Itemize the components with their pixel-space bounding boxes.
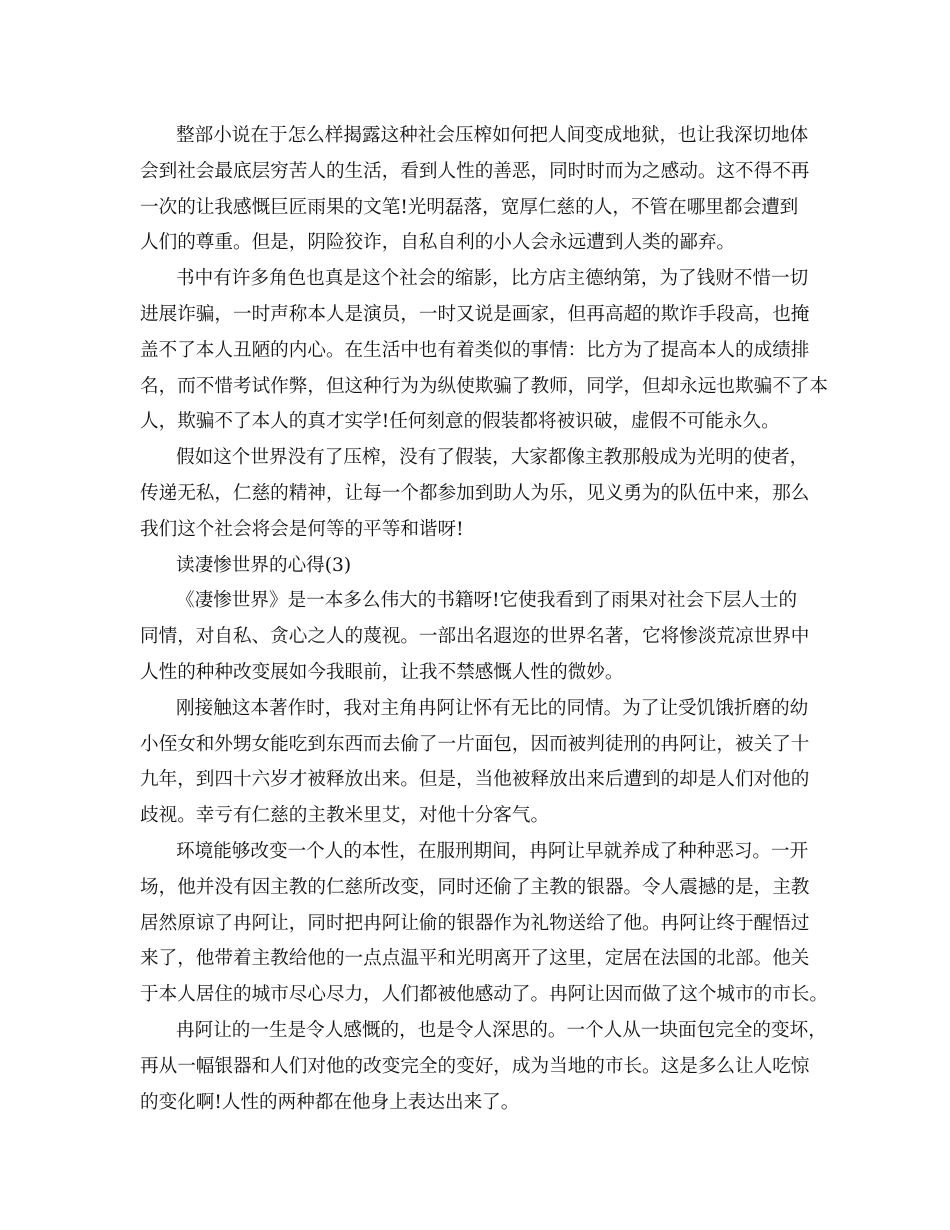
paragraph-line: 会到社会最底层穷苦人的生活，看到人性的善恶，同时时而为之感动。这不得不再: [140, 160, 810, 182]
paragraph-line: 同情，对自私、贪心之人的蔑视。一部出名遐迩的世界名著，它将惨淡荒凉世界中: [140, 626, 810, 648]
paragraph-line: 名，而不惜考试作弊，但这种行为为纵使欺骗了教师，同学，但却永远也欺骗不了本: [140, 375, 828, 397]
paragraph-line: 人们的尊重。但是，阴险狡诈，自私自利的小人会永远遭到人类的鄙弃。: [140, 232, 736, 254]
paragraph-line: 歧视。幸亏有仁慈的主教米里艾，对他十分客气。: [140, 805, 550, 827]
paragraph-line: 刚接触这本著作时，我对主角冉阿让怀有无比的同情。为了让受饥饿折磨的幼: [176, 697, 809, 719]
paragraph-line: 我们这个社会将会是何等的平等和谐呀!: [140, 518, 464, 540]
paragraph-line: 假如这个世界没有了压榨，没有了假装，大家都像主教那般成为光明的使者，: [176, 447, 809, 469]
paragraph-line: 场，他并没有因主教的仁慈所改变，同时还偷了主教的银器。令人震撼的是，主教: [140, 876, 810, 898]
paragraph-line: 一次的让我感慨巨匠雨果的文笔!光明磊落，宽厚仁慈的人，不管在哪里都会遭到: [140, 196, 799, 218]
paragraph-line: 于本人居住的城市尽心尽力，人们都被他感动了。冉阿让因而做了这个城市的市长。: [140, 984, 828, 1006]
paragraph-line: 小侄女和外甥女能吃到东西而去偷了一片面包，因而被判徒刑的冉阿让，被关了十: [140, 733, 810, 755]
document-body: [140, 118, 832, 1120]
paragraph-line: 九年，到四十六岁才被释放出来。但是，当他被释放出来后遭到的却是人们对他的: [140, 769, 810, 791]
paragraph-line: 书中有许多角色也真是这个社会的缩影，比方店主德纳第，为了钱财不惜一切: [176, 268, 809, 290]
paragraph-line: 人，欺骗不了本人的真才实学!任何刻意的假装都将被识破，虚假不可能永久。: [140, 411, 780, 433]
paragraph-line: 传递无私，仁慈的精神，让每一个都参加到助人为乐，见义勇为的队伍中来，那么: [140, 482, 810, 504]
paragraph-line: 人性的种种改变展如今我眼前，让我不禁感慨人性的微妙。: [140, 661, 624, 683]
paragraph-line: 盖不了本人丑陋的内心。在生活中也有着类似的事情：比方为了提高本人的成绩排: [140, 339, 810, 361]
paragraph-line: 进展诈骗，一时声称本人是演员，一时又说是画家，但再高超的欺诈手段高，也掩: [140, 303, 810, 325]
section-heading: 读凄惨世界的心得(3): [176, 554, 352, 576]
paragraph-line: 整部小说在于怎么样揭露这种社会压榨如何把人间变成地狱，也让我深切地体: [176, 125, 809, 146]
paragraph-line: 的变化啊!人性的两种都在他身上表达出来了。: [140, 1091, 520, 1113]
paragraph-line: 《凄惨世界》是一本多么伟大的书籍呀!它使我看到了雨果对社会下层人士的: [176, 590, 798, 612]
paragraph-line: 环境能够改变一个人的本性，在服刑期间，冉阿让早就养成了种种恶习。一开: [176, 840, 809, 862]
paragraph-line: 来了，他带着主教给他的一点点温平和光明离开了这里，定居在法国的北部。他关: [140, 948, 810, 970]
paragraph-line: 冉阿让的一生是令人感慨的，也是令人深思的。一个人从一块面包完全的变坏，: [176, 1019, 827, 1041]
paragraph-line: 居然原谅了冉阿让，同时把冉阿让偷的银器作为礼物送给了他。冉阿让终于醒悟过: [140, 912, 810, 934]
paragraph-line: 再从一幅银器和人们对他的改变完全的变好，成为当地的市长。这是多么让人吃惊: [140, 1055, 810, 1077]
